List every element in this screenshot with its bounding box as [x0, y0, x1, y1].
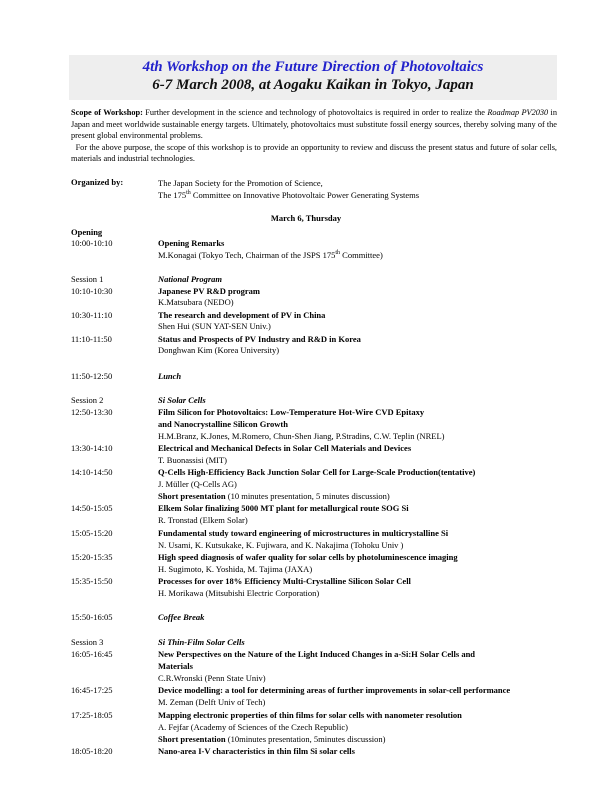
title-banner [69, 55, 557, 100]
talk-time: 17:25-18:05 [71, 710, 113, 720]
talk-speaker: R. Tronstad (Elkem Solar) [158, 515, 248, 525]
talk-speaker: A. Fejfar (Academy of Sciences of the Czech Republic) [158, 722, 348, 732]
organizer-1: The Japan Society for the Promotion of Science, [158, 178, 323, 188]
roadmap-name: Roadmap PV2030 [487, 108, 549, 117]
talk-time: 14:50-15:05 [71, 503, 113, 513]
scope-label: Scope of Workshop: [71, 108, 143, 117]
talk-time: 18:05-18:20 [71, 746, 113, 756]
talk-title: High speed diagnosis of wafer quality for solar cells by photoluminescence imaging [158, 552, 458, 562]
session-1-label: Session 1 [71, 274, 104, 284]
opening-label: Opening [71, 227, 103, 237]
scope-text-b: in Japan and meet worldwide sustainable energy targets. Ultimately, photovoltaics must substitute fossil energy sources, thereby solving many of the present global environmental problems. [71, 108, 558, 141]
talk-title: Device modelling: a tool for determining areas of further improvements in solar-cell performance [158, 685, 511, 695]
session-1-name: National Program [158, 274, 222, 284]
talk-title-cont: Materials [158, 661, 193, 671]
organized-label: Organized by: [71, 177, 124, 187]
talk-time: 16:05-16:45 [71, 649, 113, 659]
talk-time: 10:30-11:10 [71, 310, 113, 320]
talk-title: The research and development of PV in China [158, 310, 326, 320]
talk-title: Status and Prospects of PV Industry and R&D in Korea [158, 334, 361, 344]
session-2-label: Session 2 [71, 395, 104, 405]
talk-time: 10:00-10:10 [71, 238, 113, 248]
talk-speaker: T. Buonassisi (MIT) [158, 455, 228, 465]
talk-speaker: M.Konagai (Tokyo Tech, Chairman of the JSPS 175th Committee) [158, 250, 383, 260]
talk-speaker: M. Zeman (Delft Univ of Tech) [158, 697, 266, 707]
talk-time: 16:45-17:25 [71, 685, 113, 695]
day-heading: March 6, Thursday [270, 213, 342, 223]
talk-title: Fundamental study toward engineering of microstructures in multicrystalline Si [158, 528, 449, 538]
talk-speaker: J. Müller (Q-Cells AG) [158, 479, 237, 489]
talk-title: Opening Remarks [158, 238, 225, 248]
scope-section [71, 107, 557, 165]
talk-title: Japanese PV R&D program [158, 286, 260, 296]
talk-title: Film Silicon for Photovoltaics: Low-Temperature Hot-Wire CVD Epitaxy [158, 407, 425, 417]
short-presentation-note: Short presentation (10minutes presentation, 5minutes discussion) [158, 734, 386, 744]
coffee-time: 15:50-16:05 [71, 612, 113, 622]
talk-speaker: H. Morikawa (Mitsubishi Electric Corporation) [158, 588, 320, 598]
talk-time: 15:35-15:50 [71, 576, 113, 586]
talk-speaker: H.M.Branz, K.Jones, M.Romero, Chun-Shen Jiang, P.Stradins, C.W. Teplin (NREL) [158, 431, 445, 441]
short-presentation-note: Short presentation (10 minutes presentation, 5 minutes discussion) [158, 491, 390, 501]
talk-speaker: Shen Hui (SUN YAT-SEN Univ.) [158, 321, 271, 331]
talk-title-cont: and Nanocrystalline Silicon Growth [158, 419, 288, 429]
talk-speaker: N. Usami, K. Kutsukake, K. Fujiwara, and K. Nakajima (Tohoku Univ ) [158, 540, 404, 550]
talk-time: 12:50-13:30 [71, 407, 113, 417]
organizer-2: The 175th Committee on Innovative Photovoltaic Power Generating Systems [158, 190, 420, 200]
coffee-label: Coffee Break [158, 612, 205, 622]
lunch-label: Lunch [158, 371, 182, 381]
talk-title: Electrical and Mechanical Defects in Solar Cell Materials and Devices [158, 443, 412, 453]
scope-text-a: Further development in the science and technology of photovoltaics is required in order to realize the [142, 108, 488, 117]
talk-speaker: H. Sugimoto, K. Yoshida, M. Tajima (JAXA) [158, 564, 313, 574]
talk-speaker: K.Matsubara (NEDO) [158, 297, 234, 307]
organizers [158, 177, 419, 201]
talk-speaker: Donghwan Kim (Korea University) [158, 345, 280, 355]
talk-time: 14:10-14:50 [71, 467, 113, 477]
talk-title: New Perspectives on the Nature of the Light Induced Changes in a-Si:H Solar Cells and [158, 649, 476, 659]
talk-time: 15:20-15:35 [71, 552, 113, 562]
talk-title: Processes for over 18% Efficiency Multi-Crystalline Silicon Solar Cell [158, 576, 411, 586]
talk-speaker: C.R.Wronski (Penn State Univ) [158, 673, 266, 683]
talk-title: Nano-area I-V characteristics in thin film Si solar cells [158, 746, 355, 756]
scope-text-p2: For the above purpose, the scope of this workshop is to provide an opportunity to review and discuss the present status and future of solar cells, materials and industrial technologies. [71, 142, 557, 164]
lunch-time: 11:50-12:50 [71, 371, 113, 381]
talk-title: Mapping electronic properties of thin films for solar cells with nanometer resolution [158, 710, 462, 720]
session-2-name: Si Solar Cells [158, 395, 206, 405]
talk-title: Elkem Solar finalizing 5000 MT plant for metallurgical route SOG Si [158, 503, 409, 513]
talk-time: 10:10-10:30 [71, 286, 113, 296]
session-3-label: Session 3 [71, 637, 104, 647]
workshop-title: 4th Workshop on the Future Direction of Photovoltaics [142, 59, 484, 75]
session-3-name: Si Thin-Film Solar Cells [158, 637, 245, 647]
talk-time: 13:30-14:10 [71, 443, 113, 453]
workshop-date-venue: 6-7 March 2008, at Aogaku Kaikan in Tokyo, Japan [152, 77, 474, 93]
talk-title: Q-Cells High-Efficiency Back Junction Solar Cell for Large-Scale Production(tentative) [158, 467, 476, 477]
talk-time: 11:10-11:50 [71, 334, 112, 344]
talk-time: 15:05-15:20 [71, 528, 113, 538]
